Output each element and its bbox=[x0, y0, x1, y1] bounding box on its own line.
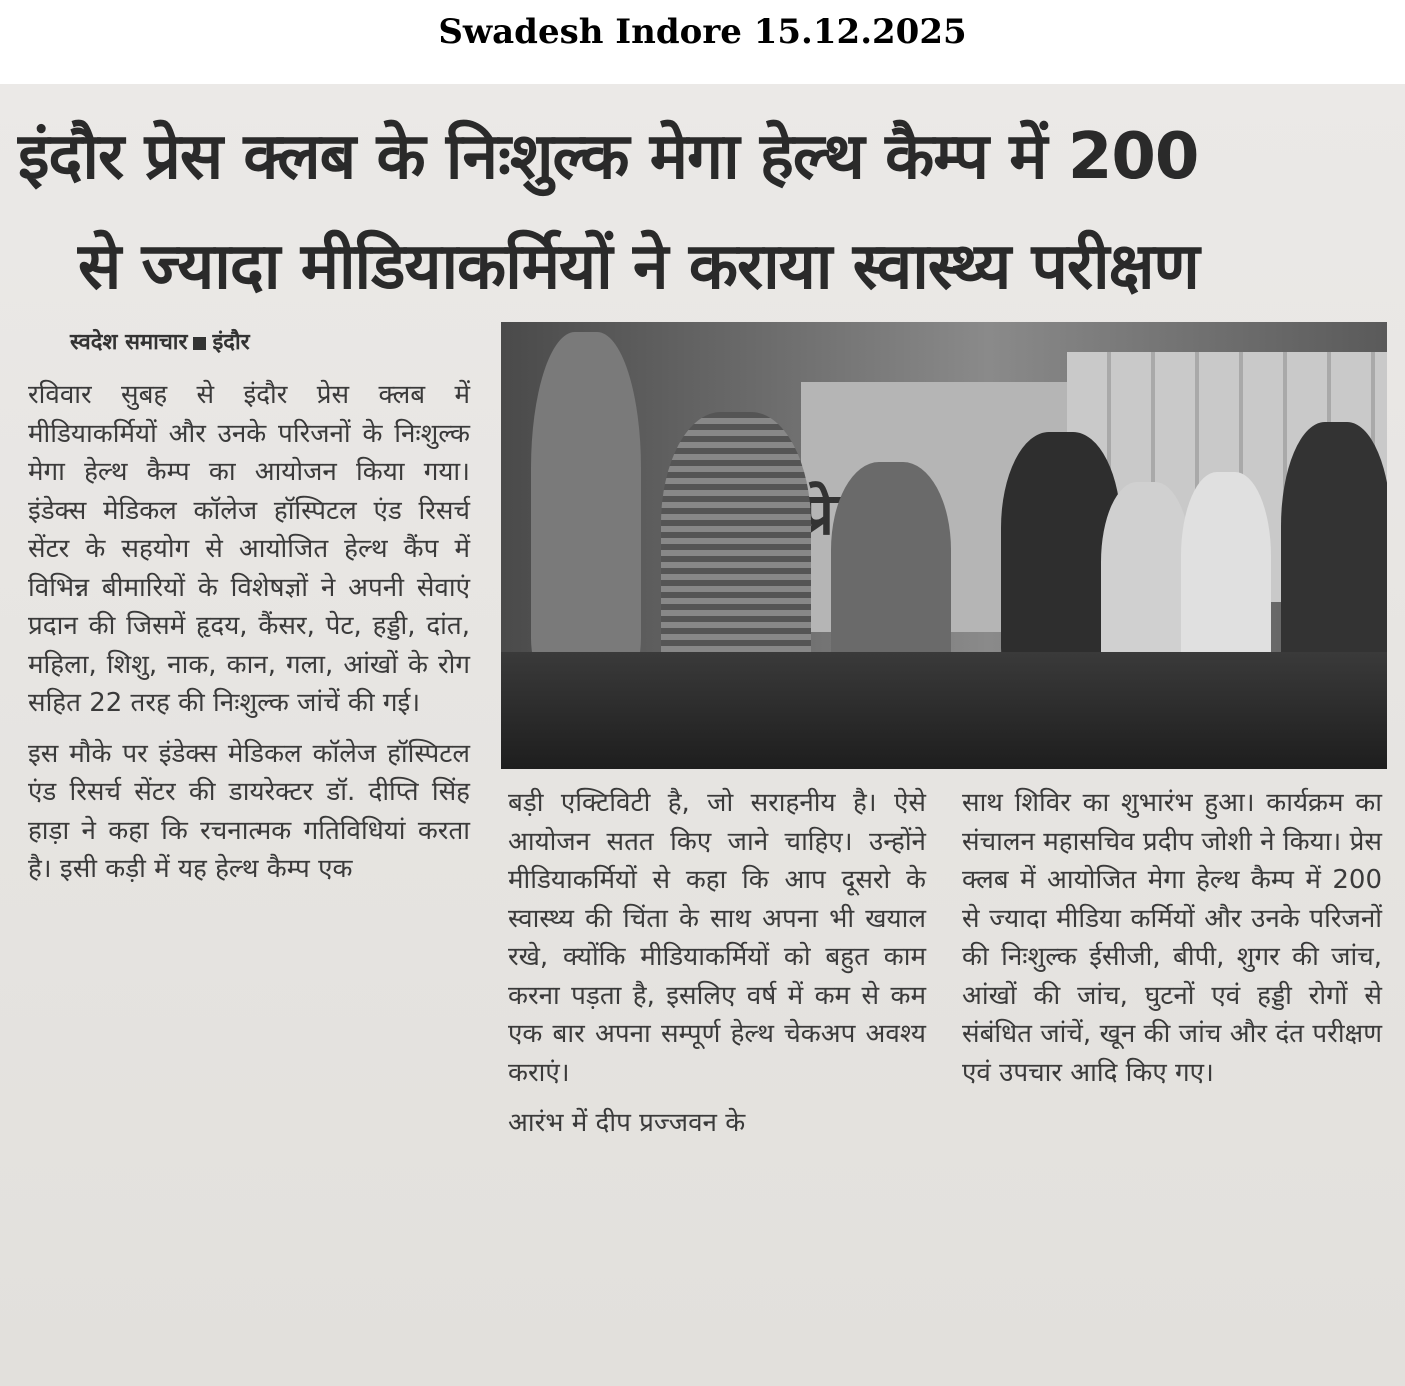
column1-paragraph-2: इस मौके पर इंडेक्स मेडिकल कॉलेज हॉस्पिटल एंड रिसर्च सेंटर की डायरेक्टर डॉ. दीप्ति सिंह हाड़ा ने कहा कि रचनात्मक गतिविधियां करता है। इसी कड़ी में यह हेल्थ कैम्प एक bbox=[28, 738, 470, 884]
photo-person-6 bbox=[1181, 472, 1271, 682]
photo-table bbox=[501, 652, 1387, 769]
column1-paragraph-1: रविवार सुबह से इंदौर प्रेस क्लब में मीडियाकर्मियों और उनके परिजनों के निःशुल्क मेगा हेल्थ कैम्प का आयोजन किया गया। इंडेक्स मेडिकल कॉलेज हॉस्पिटल एंड रिसर्च सेंटर के सहयोग से आयोजित हेल्थ कैंप में विभिन्न बीमारियों के विशेषज्ञों ने अपनी सेवाएं प्रदान की जिसमें हृदय, कैंसर, पेट, हड्डी, दांत, महिला, शिशु, नाक, कान, गला, आंखों के रोग सहित 22 तरह की निःशुल्क जांचें की गई। bbox=[28, 380, 470, 718]
byline-place: इंदौर bbox=[212, 330, 250, 355]
column2-paragraph-1: बड़ी एक्टिविटी है, जो सराहनीय है। ऐसे आयोजन सतत किए जाने चाहिए। उन्होंने मीडियाकर्मियों से कहा कि आप दूसरो के स्वास्थ्य की चिंता के साथ अपना भी खयाल रखे, क्योंकि मीडियाकर्मियों को बहुत काम करना पड़ता है, इसलिए वर्ष में कम से कम एक बार अपना सम्पूर्ण हेल्थ चेकअप अवश्य कराएं। bbox=[508, 788, 926, 1088]
byline-source: स्वदेश समाचार bbox=[70, 330, 188, 355]
photo-person-1 bbox=[531, 332, 641, 672]
clipping-caption: Swadesh Indore 15.12.2025 bbox=[438, 12, 967, 52]
event-photo bbox=[501, 322, 1387, 769]
byline bbox=[70, 326, 250, 356]
column2-paragraph-2: आरंभ में दीप प्रज्जवन के bbox=[508, 1108, 746, 1138]
column3-paragraph-1: साथ शिविर का शुभारंभ हुआ। कार्यक्रम का संचालन महासचिव प्रदीप जोशी ने किया। प्रेस क्लब में आयोजित मेगा हेल्थ कैम्प में 200 से ज्यादा मीडिया कर्मियों और उनके परिजनों की निःशुल्क ईसीजी, बीपी, शुगर की जांच, आंखों की जांच, घुटनों एवं हड्डी रोगों से संबंधित जांचें, खून की जांच और दंत परीक्षण एवं उपचार आदि किए गए। bbox=[962, 788, 1382, 1088]
article-column-3 bbox=[962, 784, 1382, 1092]
newspaper-clipping bbox=[0, 84, 1405, 1386]
article-column-2 bbox=[508, 784, 926, 1143]
square-bullet-icon bbox=[193, 337, 206, 350]
headline-line-2: से ज्यादा मीडियाकर्मियों ने कराया स्वास्थ्य परीक्षण bbox=[78, 230, 1199, 304]
headline-line-1: इंदौर प्रेस क्लब के निःशुल्क मेगा हेल्थ कैम्प में 200 bbox=[18, 120, 1199, 194]
photo-person-3 bbox=[831, 462, 951, 682]
photo-person-7 bbox=[1281, 422, 1387, 682]
photo-person-2 bbox=[661, 412, 811, 692]
article-column-1 bbox=[28, 376, 470, 889]
